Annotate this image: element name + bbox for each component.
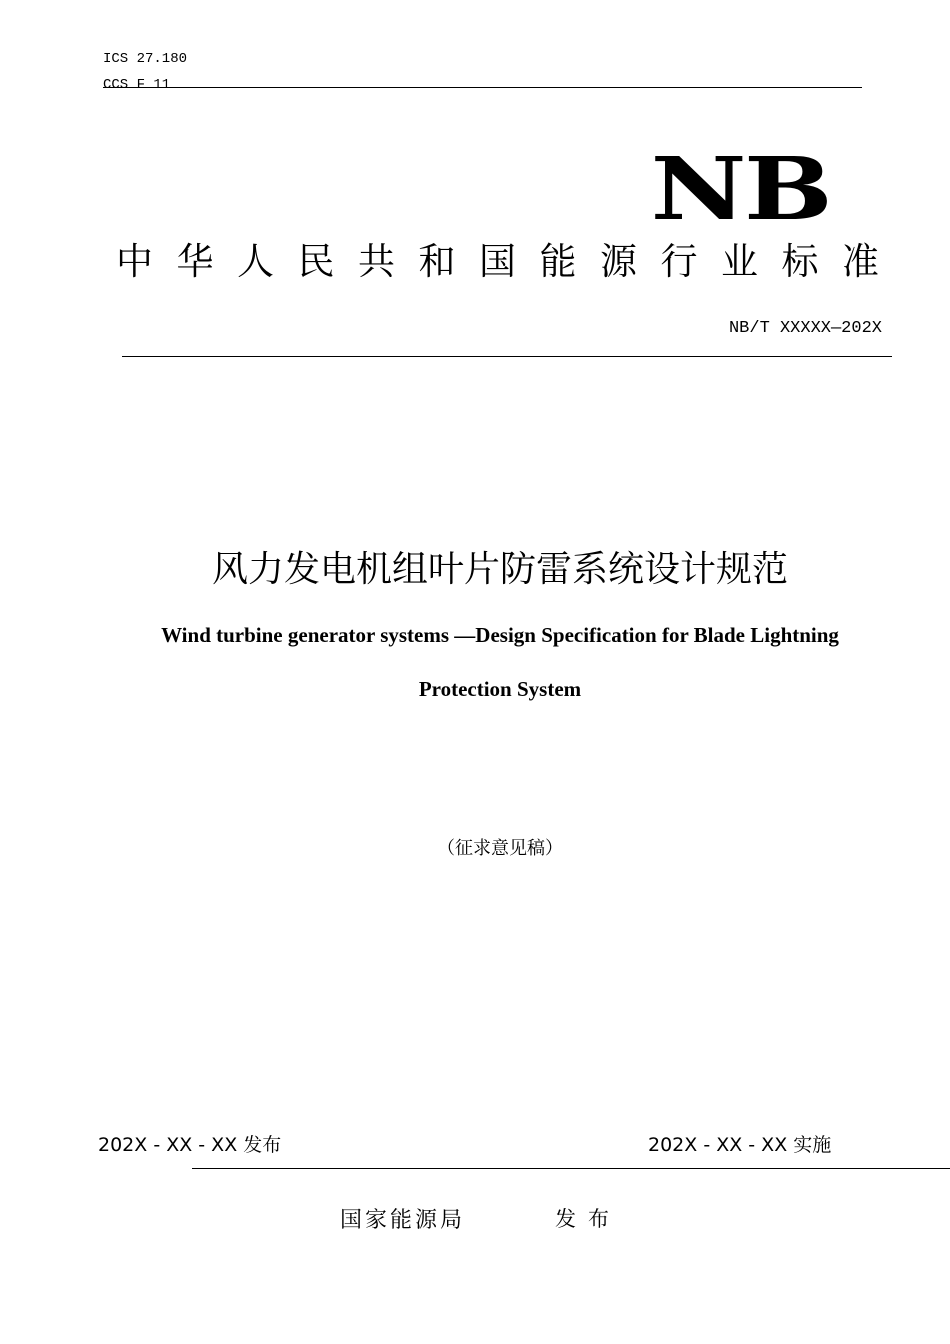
header-divider [103,87,862,88]
implement-date: 202X - XX - XX 实施 [648,1134,832,1156]
ccs-code: CCS F 11 [103,77,171,93]
standard-number: NB/T XXXXX—202X [728,319,882,338]
nb-logo: NB [650,139,830,240]
draft-label: （征求意见稿） [437,838,563,859]
standard-title: 中华人民共和国能源行业标准 [116,240,903,283]
standard-divider [122,356,892,357]
document-title-cn: 风力发电机组叶片防雷系统设计规范 [211,549,788,590]
ics-code: ICS 27.180 [103,51,188,67]
issued-label: 发布 [555,1207,621,1231]
document-title-en-line1: Wind turbine generator systems —Design Specification for Blade Lightning [161,623,839,647]
issuer-name: 国家能源局 [340,1208,466,1233]
document-title-en-line2: Protection System [418,677,582,701]
publish-date: 202X - XX - XX 发布 [98,1134,282,1156]
date-divider [192,1168,950,1169]
